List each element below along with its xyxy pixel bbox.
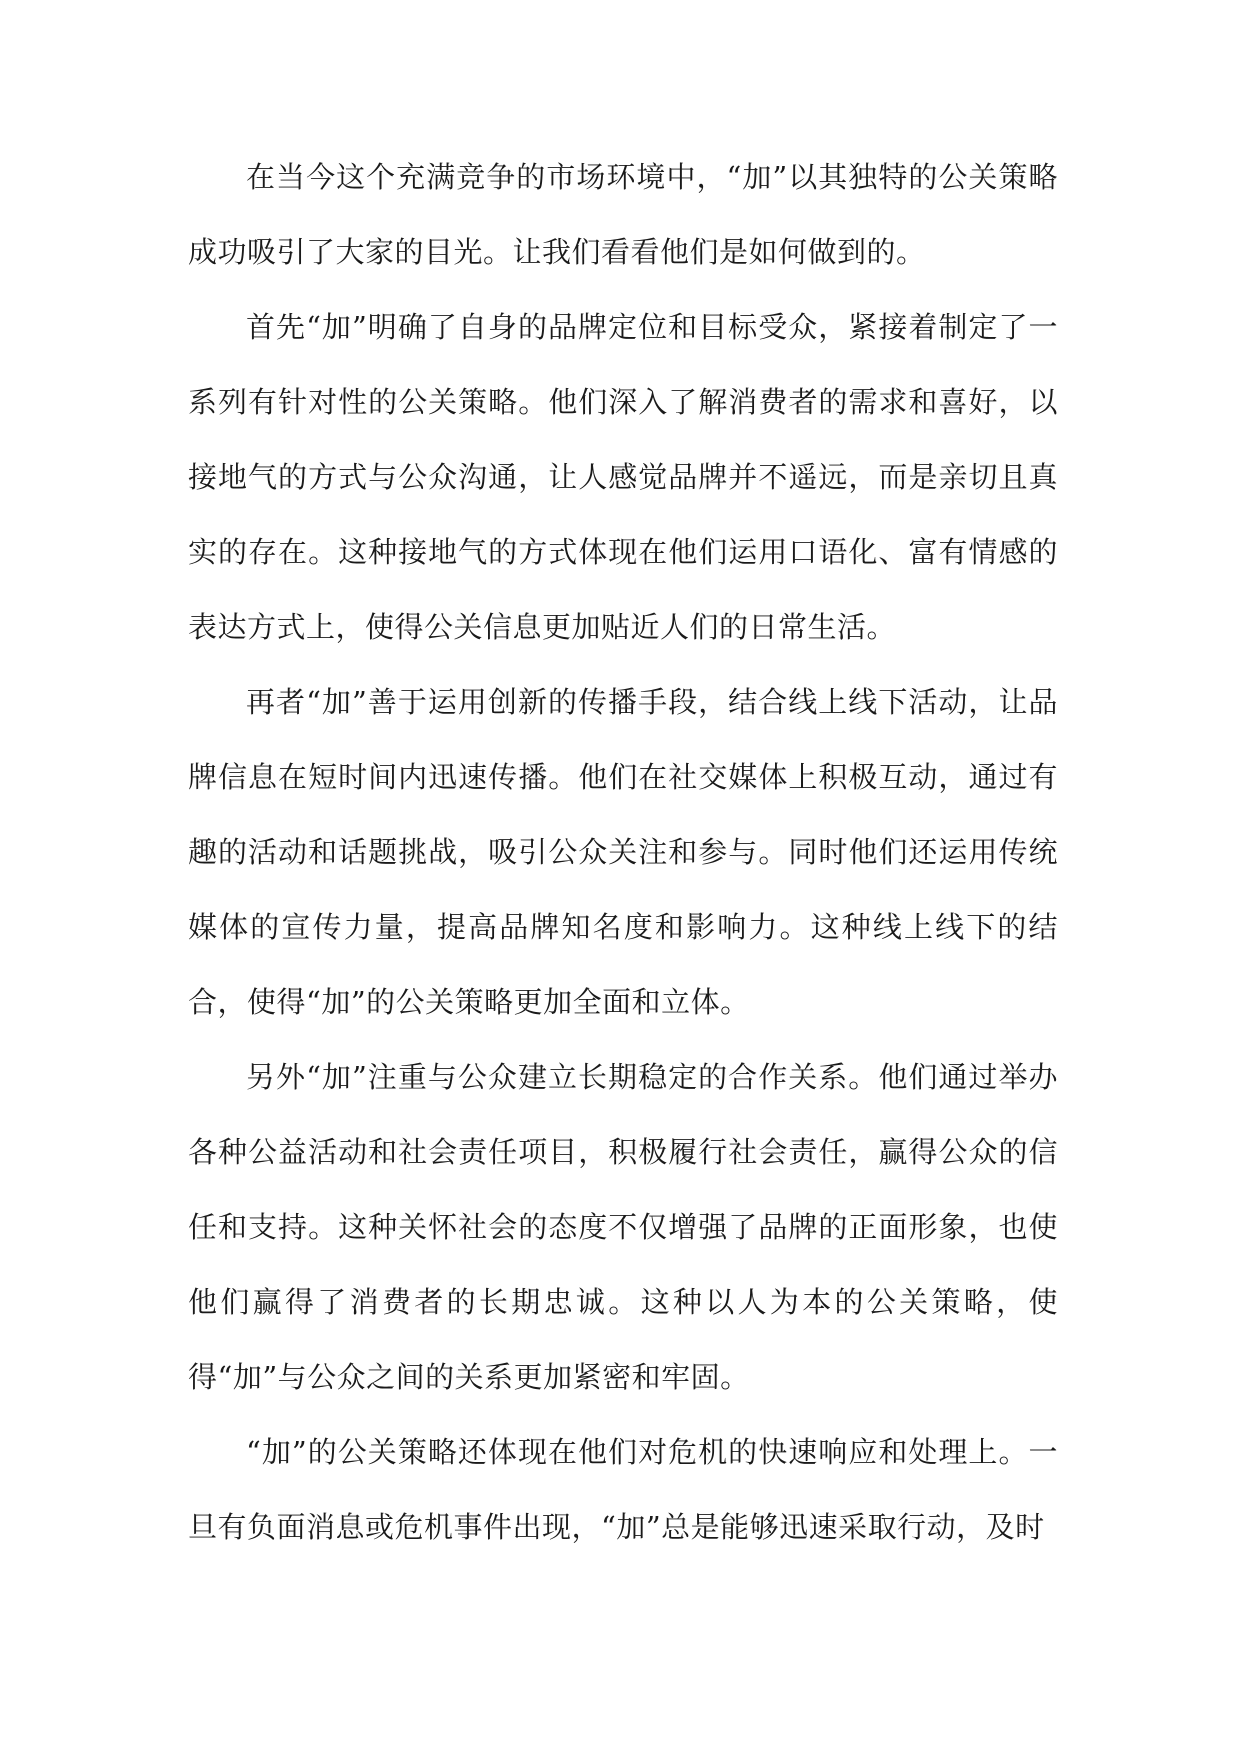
- paragraph-intro: 在当今这个充满竞争的市场环境中，“加”以其独特的公关策略成功吸引了大家的目光。让我们看看他们是如何做到的。: [188, 160, 1058, 269]
- paragraph-communication: 再者“加”善于运用创新的传播手段，结合线上线下活动，让品牌信息在短时间内迅速传播。他们在社交媒体上积极互动，通过有趣的活动和话题挑战，吸引公众关注和参与。同时他们还运用传统媒体的宣传力量，提高品牌知名度和影响力。这种线上线下的结合，使得“加”的公关策略更加全面和立体。: [188, 685, 1058, 1019]
- document-body: [188, 140, 1058, 1680]
- paragraph-positioning: 首先“加”明确了自身的品牌定位和目标受众，紧接着制定了一系列有针对性的公关策略。他们深入了解消费者的需求和喜好，以接地气的方式与公众沟通，让人感觉品牌并不遥远，而是亲切且真实的存在。这种接地气的方式体现在他们运用口语化、富有情感的表达方式上，使得公关信息更加贴近人们的日常生活。: [188, 310, 1058, 644]
- paragraph-crisis: “加”的公关策略还体现在他们对危机的快速响应和处理上。一旦有负面消息或危机事件出现，“加”总是能够迅速采取行动，及时: [188, 1435, 1058, 1544]
- paragraph-partnership: 另外“加”注重与公众建立长期稳定的合作关系。他们通过举办各种公益活动和社会责任项目，积极履行社会责任，赢得公众的信任和支持。这种关怀社会的态度不仅增强了品牌的正面形象，也使他们赢得了消费者的长期忠诚。这种以人为本的公关策略，使得“加”与公众之间的关系更加紧密和牢固。: [188, 1060, 1058, 1394]
